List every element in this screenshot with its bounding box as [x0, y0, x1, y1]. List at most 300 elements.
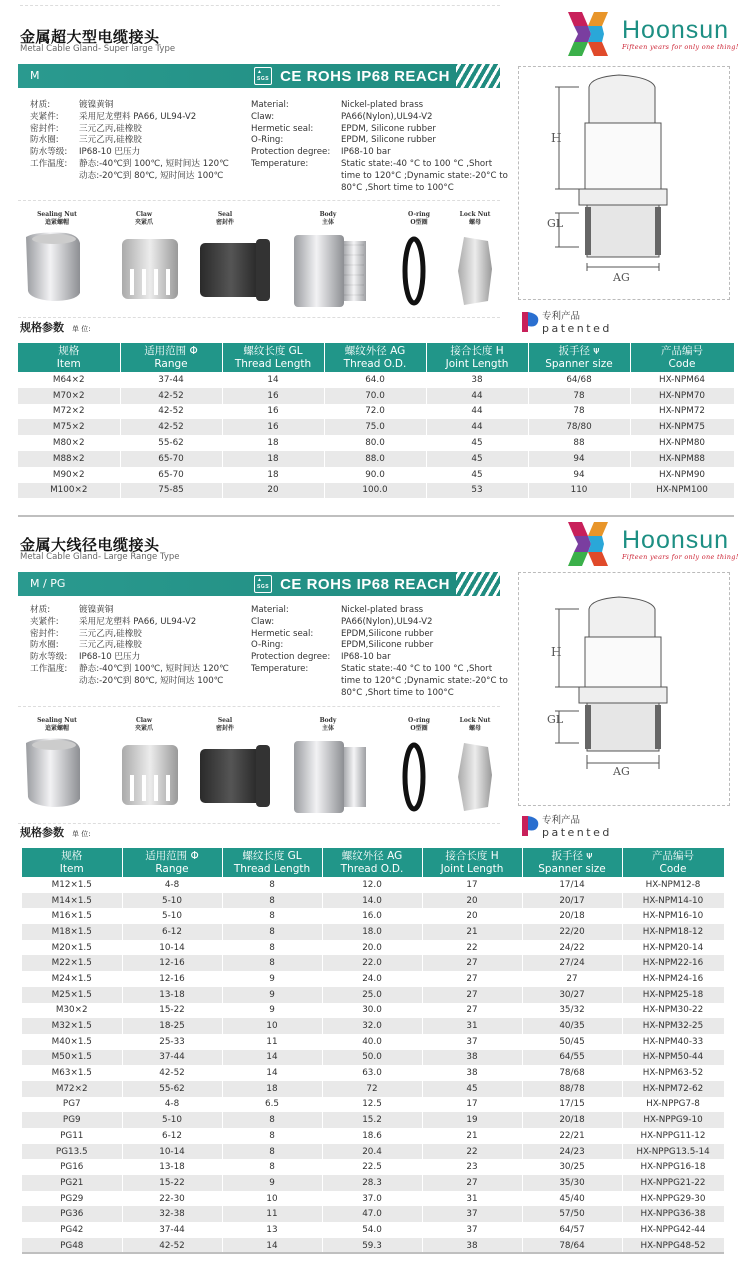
- table-cell: 45: [426, 451, 528, 467]
- header-cell: 螺纹长度 GL Thread Length: [222, 848, 322, 877]
- prop-key: Temperature:: [251, 663, 309, 674]
- table-cell: 45: [426, 435, 528, 451]
- table-cell: 6.5: [222, 1097, 322, 1113]
- brand-logo: [568, 12, 739, 56]
- table-cell: 65-70: [120, 451, 222, 467]
- sealing-nut-icon: [26, 739, 80, 808]
- patent-icon: [518, 814, 540, 838]
- table-cell: 6-12: [122, 924, 222, 940]
- table-cell: M64×2: [18, 372, 120, 388]
- table-cell: 8: [222, 1112, 322, 1128]
- table-cell: 35/32: [522, 1003, 622, 1019]
- table-row: [22, 908, 724, 924]
- prop-value: IP68-10 bar: [341, 147, 391, 158]
- table-cell: M14×1.5: [22, 893, 122, 909]
- table-cell: 94: [528, 467, 630, 483]
- spec-unit: 单 位:: [72, 830, 91, 838]
- table-cell: 70.0: [324, 388, 426, 404]
- header-cell: 适用范围 Φ Range: [122, 848, 222, 877]
- brand-logo: [568, 522, 739, 566]
- table-cell: 9: [222, 987, 322, 1003]
- table-cell: 4-8: [122, 1097, 222, 1113]
- table-row: [22, 1144, 724, 1160]
- table-cell: 88/78: [522, 1081, 622, 1097]
- table-cell: 37.0: [322, 1191, 422, 1207]
- table-cell: 16: [222, 404, 324, 420]
- table-cell: 14: [222, 372, 324, 388]
- table-cell: 8: [222, 940, 322, 956]
- prop-key: [251, 183, 341, 195]
- table-cell: M30×2: [22, 1003, 122, 1019]
- prop-key: 夹紧件:: [30, 111, 59, 122]
- table-cell: 31: [422, 1191, 522, 1207]
- table-cell: 8: [222, 1159, 322, 1175]
- table-cell: 16: [222, 419, 324, 435]
- table-cell: 37: [422, 1222, 522, 1238]
- table-cell: 8: [222, 893, 322, 909]
- table-cell: 8: [222, 877, 322, 893]
- spec-title: 规格参数: [20, 826, 64, 839]
- dim-ag: AG: [613, 765, 630, 778]
- table-cell: HX-NPM50-44: [622, 1050, 724, 1066]
- table-cell: 64/57: [522, 1222, 622, 1238]
- table-cell: HX-NPPG7-8: [622, 1097, 724, 1113]
- table-cell: 78: [528, 388, 630, 404]
- prop-value: EPDM, Silicone rubber: [341, 123, 436, 134]
- table-cell: 12.0: [322, 877, 422, 893]
- parts-strip: [18, 706, 500, 824]
- prop-value: IP68-10 bar: [341, 652, 391, 663]
- table-cell: 20: [422, 908, 522, 924]
- props-cn: [30, 605, 229, 688]
- table-cell: 24/23: [522, 1144, 622, 1160]
- table-cell: M50×1.5: [22, 1050, 122, 1066]
- patent-icon: [518, 310, 540, 334]
- table-cell: HX-NPPG16-18: [622, 1159, 724, 1175]
- table-cell: HX-NPPG36-38: [622, 1206, 724, 1222]
- table-cell: 10-14: [122, 940, 222, 956]
- prop-value: PA66(Nylon),UL94-V2: [341, 111, 433, 122]
- prop-value: 镀镍黄铜: [79, 605, 114, 615]
- table-cell: 9: [222, 1003, 322, 1019]
- prop-key: [30, 676, 79, 688]
- table-cell: HX-NPM40-33: [622, 1034, 724, 1050]
- table-cell: 10-14: [122, 1144, 222, 1160]
- table-cell: 8: [222, 955, 322, 971]
- dim-h: H: [551, 645, 562, 659]
- spec-heading: [20, 319, 91, 335]
- props-cn: [30, 100, 229, 183]
- prop-value: PA66(Nylon),UL94-V2: [341, 616, 433, 627]
- table-cell: 5-10: [122, 1112, 222, 1128]
- prop-value: 动态:-20℃到 80℃, 短时间达 100℃: [79, 170, 224, 181]
- table-cell: 20/17: [522, 893, 622, 909]
- table-row: [18, 435, 734, 451]
- table-cell: 22.5: [322, 1159, 422, 1175]
- table-cell: 27: [422, 1175, 522, 1191]
- table-cell: 72.0: [324, 404, 426, 420]
- brand-tagline: Fifteen years for only one thing!: [622, 553, 739, 561]
- table-cell: 12-16: [122, 955, 222, 971]
- table-cell: PG9: [22, 1112, 122, 1128]
- o-ring-icon: [405, 239, 423, 303]
- table-row: [22, 1081, 724, 1097]
- table-row: [18, 372, 734, 388]
- banner-stripes: [456, 64, 504, 88]
- prop-key: Temperature:: [251, 158, 309, 169]
- table-cell: HX-NPPG9-10: [622, 1112, 724, 1128]
- table-cell: 40/35: [522, 1018, 622, 1034]
- table-cell: 20: [222, 483, 324, 499]
- table-cell: 40.0: [322, 1034, 422, 1050]
- table-cell: HX-NPPG48-52: [622, 1238, 724, 1254]
- table-cell: 55-62: [122, 1081, 222, 1097]
- header-cell: 接合长度 H Joint Length: [422, 848, 522, 877]
- table-cell: 32-38: [122, 1206, 222, 1222]
- header-cell: 螺纹外径 AG Thread O.D.: [324, 343, 426, 372]
- table-cell: 30.0: [322, 1003, 422, 1019]
- section-title: 金属大线径电缆接头: [20, 536, 160, 554]
- prop-value: 三元乙丙,硅橡胶: [79, 628, 142, 639]
- prop-value: 80°C ,Short time to 100°C: [341, 182, 454, 193]
- table-cell: 6-12: [122, 1128, 222, 1144]
- cert-text: CE ROHS IP68 REACH: [280, 67, 450, 85]
- table-cell: 15.2: [322, 1112, 422, 1128]
- banner-stripes: [456, 572, 504, 596]
- table-cell: 50/45: [522, 1034, 622, 1050]
- table-cell: 38: [422, 1050, 522, 1066]
- lock-nut-icon: [458, 237, 492, 305]
- lock-nut-icon: [458, 743, 492, 811]
- table-cell: HX-NPM30-22: [622, 1003, 724, 1019]
- prop-key: 防水等级:: [30, 147, 68, 158]
- table-cell: 80.0: [324, 435, 426, 451]
- table-cell: 72: [322, 1081, 422, 1097]
- table-cell: 47.0: [322, 1206, 422, 1222]
- prop-key: 防水圈:: [30, 135, 59, 146]
- prop-key: Material:: [251, 605, 289, 615]
- table-row: [22, 971, 724, 987]
- table-cell: 42-52: [120, 388, 222, 404]
- body-icon: [294, 741, 366, 813]
- table-cell: 88.0: [324, 451, 426, 467]
- table-cell: 21: [422, 924, 522, 940]
- table-cell: 32.0: [322, 1018, 422, 1034]
- header-cell: 产品编号 Code: [630, 343, 734, 372]
- table-cell: 75-85: [120, 483, 222, 499]
- table-cell: 18: [222, 435, 324, 451]
- cert-list: [254, 67, 450, 85]
- table-cell: 42-52: [122, 1238, 222, 1254]
- patent-badge: [518, 812, 612, 839]
- prop-value: EPDM,Silicone rubber: [341, 640, 434, 651]
- seal-icon: [200, 239, 270, 301]
- table-row: [18, 451, 734, 467]
- table-row: [22, 893, 724, 909]
- table-row: [22, 1112, 724, 1128]
- prop-value: Nickel-plated brass: [341, 605, 424, 615]
- prop-value: 采用尼龙塑料 PA66, UL94-V2: [79, 616, 197, 627]
- dim-h: H: [551, 131, 562, 145]
- table-cell: 17: [422, 1097, 522, 1113]
- table-cell: 78/68: [522, 1065, 622, 1081]
- table-cell: 22/21: [522, 1128, 622, 1144]
- part-label: O-ring O型圈: [408, 717, 430, 732]
- table-row: [22, 1206, 724, 1222]
- part-label: Lock Nut 螺母: [459, 211, 491, 226]
- table-cell: M16×1.5: [22, 908, 122, 924]
- header-cell: 扳手径 ᴪ Spanner size: [522, 848, 622, 877]
- part-label: Body 主体: [319, 717, 337, 732]
- prop-value: 三元乙丙,硅橡胶: [79, 640, 142, 651]
- table-cell: 9: [222, 1175, 322, 1191]
- prop-value: Nickel-plated brass: [341, 100, 424, 110]
- prop-key: Protection degree:: [251, 147, 331, 158]
- table-cell: PG7: [22, 1097, 122, 1113]
- part-label: Sealing Nut 追紧螺帽: [37, 211, 77, 226]
- header-cell: 螺纹外径 AG Thread O.D.: [322, 848, 422, 877]
- prop-value: Static state:-40 °C to 100 °C ,Short: [341, 663, 493, 674]
- table-cell: 18: [222, 1081, 322, 1097]
- header-cell: 产品编号 Code: [622, 848, 724, 877]
- table-cell: PG29: [22, 1191, 122, 1207]
- parts-strip: [18, 200, 500, 318]
- prop-value: 镀镍黄铜: [79, 100, 114, 110]
- product-banner: [18, 64, 500, 88]
- table-cell: 17/14: [522, 877, 622, 893]
- table-cell: 24.0: [322, 971, 422, 987]
- table-cell: 18.0: [322, 924, 422, 940]
- prop-key: 工作温度:: [30, 158, 68, 169]
- table-cell: 16: [222, 388, 324, 404]
- part-label: Seal 密封件: [215, 717, 234, 732]
- table-cell: 35/30: [522, 1175, 622, 1191]
- prop-key: Hermetic seal:: [251, 628, 314, 639]
- table-cell: M12×1.5: [22, 877, 122, 893]
- prop-value: EPDM, Silicone rubber: [341, 135, 436, 146]
- table-row: [22, 1159, 724, 1175]
- table-cell: 57/50: [522, 1206, 622, 1222]
- table-row: [22, 1003, 724, 1019]
- table-cell: 27: [422, 971, 522, 987]
- table-cell: HX-NPM100: [630, 483, 734, 499]
- table-cell: 37: [422, 1034, 522, 1050]
- table-cell: M25×1.5: [22, 987, 122, 1003]
- header-cell: 螺纹长度 GL Thread Length: [222, 343, 324, 372]
- table-row: [22, 1018, 724, 1034]
- table-cell: 8: [222, 1144, 322, 1160]
- table-cell: HX-NPPG11-12: [622, 1128, 724, 1144]
- table-cell: 24/22: [522, 940, 622, 956]
- table-cell: 22.0: [322, 955, 422, 971]
- table-cell: M72×2: [18, 404, 120, 420]
- table-cell: 38: [422, 1065, 522, 1081]
- table-cell: HX-NPM70: [630, 388, 734, 404]
- table-row: [18, 404, 734, 420]
- table-cell: 8: [222, 1128, 322, 1144]
- dim-gl: GL: [547, 217, 564, 230]
- table-cell: HX-NPM32-25: [622, 1018, 724, 1034]
- spec-table-2: [22, 848, 725, 1254]
- table-cell: HX-NPPG42-44: [622, 1222, 724, 1238]
- table-cell: 8: [222, 908, 322, 924]
- table-cell: HX-NPPG29-30: [622, 1191, 724, 1207]
- table-cell: 42-52: [122, 1065, 222, 1081]
- table-cell: M80×2: [18, 435, 120, 451]
- hoonsun-logo-icon: [568, 12, 614, 56]
- parts-illustration: [18, 229, 500, 315]
- table-cell: 45/40: [522, 1191, 622, 1207]
- cert-text: CE ROHS IP68 REACH: [280, 575, 450, 593]
- table-cell: 27: [422, 955, 522, 971]
- prop-key: Claw:: [251, 616, 275, 627]
- parts-illustration: [18, 735, 500, 821]
- table-cell: 17: [422, 877, 522, 893]
- table-cell: M88×2: [18, 451, 120, 467]
- table-cell: M63×1.5: [22, 1065, 122, 1081]
- table-cell: HX-NPM24-16: [622, 971, 724, 987]
- table-cell: HX-NPM72: [630, 404, 734, 420]
- table-cell: 5-10: [122, 893, 222, 909]
- prop-key: 防水等级:: [30, 652, 68, 663]
- header-cell: 适用范围 Φ Range: [120, 343, 222, 372]
- dim-gl: GL: [547, 713, 564, 726]
- table-cell: 14.0: [322, 893, 422, 909]
- section-subtitle: Metal Cable Gland- Large Range Type: [20, 552, 180, 562]
- patent-en: patented: [542, 826, 612, 839]
- product-banner: [18, 572, 500, 596]
- table-cell: 78: [528, 404, 630, 420]
- table-cell: 20.0: [322, 940, 422, 956]
- table-bottom-rule: [18, 515, 734, 517]
- table-cell: PG11: [22, 1128, 122, 1144]
- prop-key: Protection degree:: [251, 652, 331, 663]
- table-cell: 42-52: [120, 404, 222, 420]
- table-cell: 37-44: [120, 372, 222, 388]
- table-cell: M72×2: [22, 1081, 122, 1097]
- spec-heading: [20, 824, 91, 840]
- table-cell: 30/25: [522, 1159, 622, 1175]
- o-ring-icon: [405, 745, 423, 809]
- technical-drawing: [518, 66, 730, 300]
- table-cell: 12-16: [122, 971, 222, 987]
- table-row: [22, 955, 724, 971]
- table-cell: 88: [528, 435, 630, 451]
- table-cell: 38: [422, 1238, 522, 1254]
- spec-title: 规格参数: [20, 321, 64, 334]
- prop-key: [251, 171, 341, 183]
- table-cell: M100×2: [18, 483, 120, 499]
- banner-code: M / PG: [30, 577, 66, 590]
- table-cell: 19: [422, 1112, 522, 1128]
- table-cell: 42-52: [120, 419, 222, 435]
- table-cell: 25.0: [322, 987, 422, 1003]
- table-cell: 45: [422, 1081, 522, 1097]
- header-cell: 规格 Item: [18, 343, 120, 372]
- prop-key: [251, 688, 341, 700]
- header-cell: 接合长度 H Joint Length: [426, 343, 528, 372]
- table-cell: 25-33: [122, 1034, 222, 1050]
- header-cell: 规格 Item: [22, 848, 122, 877]
- table-cell: HX-NPM64: [630, 372, 734, 388]
- table-row: [22, 987, 724, 1003]
- table-cell: 30/27: [522, 987, 622, 1003]
- table-cell: 23: [422, 1159, 522, 1175]
- table-cell: 18-25: [122, 1018, 222, 1034]
- prop-key: Hermetic seal:: [251, 123, 314, 134]
- brand-name: Hoonsun: [622, 526, 730, 554]
- table-header-row: [22, 848, 724, 877]
- table-row: [22, 1065, 724, 1081]
- seal-icon: [200, 745, 270, 807]
- table-cell: 14: [222, 1050, 322, 1066]
- prop-value: Static state:-40 °C to 100 °C ,Short: [341, 158, 493, 169]
- prop-key: [30, 171, 79, 183]
- table-cell: HX-NPM14-10: [622, 893, 724, 909]
- table-cell: 11: [222, 1206, 322, 1222]
- props-en: [251, 100, 508, 194]
- prop-value: time to 120°C ;Dynamic state:-20°C to: [341, 675, 508, 686]
- table-cell: HX-NPM63-52: [622, 1065, 724, 1081]
- table-cell: HX-NPM20-14: [622, 940, 724, 956]
- prop-value: 三元乙丙,硅橡胶: [79, 135, 142, 146]
- table-cell: 22-30: [122, 1191, 222, 1207]
- table-cell: HX-NPM72-62: [622, 1081, 724, 1097]
- table-row: [22, 1097, 724, 1113]
- table-cell: 14: [222, 1238, 322, 1254]
- table-cell: 75.0: [324, 419, 426, 435]
- prop-value: IP68-10 巴压力: [79, 147, 141, 158]
- table-cell: 20: [422, 893, 522, 909]
- prop-key: [251, 676, 341, 688]
- table-cell: HX-NPM18-12: [622, 924, 724, 940]
- table-cell: 15-22: [122, 1175, 222, 1191]
- hoonsun-logo-icon: [568, 522, 614, 566]
- table-cell: 37-44: [122, 1050, 222, 1066]
- prop-key: 材质:: [30, 605, 51, 615]
- table-cell: M75×2: [18, 419, 120, 435]
- table-cell: M22×1.5: [22, 955, 122, 971]
- patent-cn: 专利产品: [542, 815, 581, 826]
- table-row: [22, 1128, 724, 1144]
- table-row: [18, 483, 734, 499]
- table-cell: 78/64: [522, 1238, 622, 1254]
- technical-drawing: [518, 572, 730, 806]
- table-row: [22, 877, 724, 893]
- header-cell: 扳手径 ᴪ Spanner size: [528, 343, 630, 372]
- table-cell: 28.3: [322, 1175, 422, 1191]
- sgs-icon: ▲ SGS: [254, 67, 272, 85]
- table-cell: 65-70: [120, 467, 222, 483]
- body-icon: [294, 235, 366, 307]
- prop-key: O-Ring:: [251, 135, 284, 146]
- table-cell: PG42: [22, 1222, 122, 1238]
- table-cell: M18×1.5: [22, 924, 122, 940]
- table-bottom-rule: [22, 1252, 724, 1254]
- table-cell: HX-NPM88: [630, 451, 734, 467]
- table-cell: HX-NPM75: [630, 419, 734, 435]
- claw-icon: [122, 745, 178, 805]
- table-cell: 50.0: [322, 1050, 422, 1066]
- prop-key: 密封件:: [30, 123, 59, 134]
- table-cell: HX-NPM80: [630, 435, 734, 451]
- prop-value: 采用尼龙塑料 PA66, UL94-V2: [79, 111, 197, 122]
- table-cell: 44: [426, 404, 528, 420]
- prop-key: 夹紧件:: [30, 616, 59, 627]
- table-cell: HX-NPPG13.5-14: [622, 1144, 724, 1160]
- prop-value: IP68-10 巴压力: [79, 652, 141, 663]
- table-cell: 10: [222, 1018, 322, 1034]
